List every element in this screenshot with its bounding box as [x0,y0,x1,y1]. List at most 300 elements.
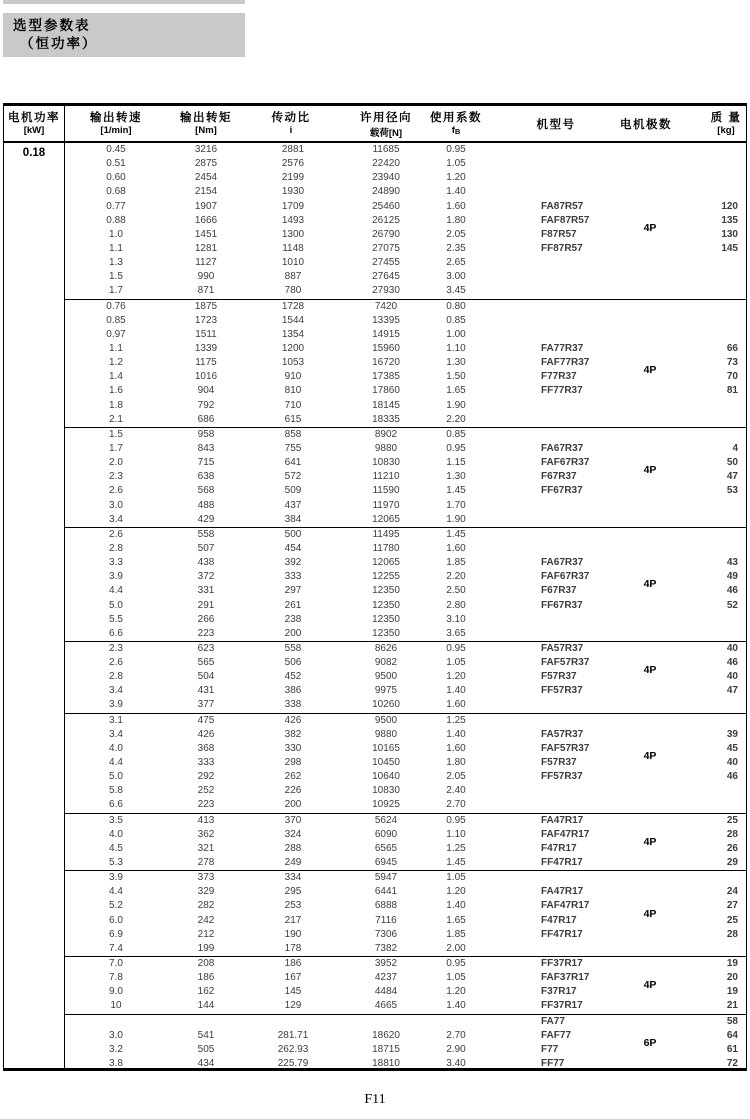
ratio-cell: 858 [284,428,302,440]
title-line2: （恒功率） [20,36,98,51]
model-cell: F57R37 [541,757,577,769]
weight-cell: 27 [726,900,738,912]
output-torque-cell: 541 [197,1029,215,1041]
output-speed-cell: 1.5 [109,428,123,440]
output-speed-cell: 6.6 [109,627,123,639]
table-row [65,185,746,199]
service-factor-cell: 2.05 [446,228,466,240]
service-factor-cell: 3.45 [446,285,466,297]
ratio-cell: 910 [284,371,302,383]
ratio-cell: 1930 [281,186,305,198]
model-cell: FF87R57 [541,242,583,254]
output-speed-cell: 2.6 [109,528,123,540]
output-torque-cell: 413 [197,814,215,826]
radial-load-cell: 3952 [374,958,398,970]
service-factor-cell: 2.50 [446,585,466,597]
ratio-cell: 509 [284,485,302,497]
output-torque-cell: 638 [197,471,215,483]
service-factor-cell: 2.80 [446,599,466,611]
motor-power-value: 0.18 [22,147,46,159]
model-cell: FAF67R37 [541,571,590,583]
weight-cell: 70 [726,371,738,383]
output-speed-cell: 3.3 [109,557,123,569]
output-speed-cell: 0.85 [106,314,126,326]
service-factor-cell: 1.90 [446,399,466,411]
weight-cell: 73 [726,357,738,369]
service-factor-cell: 1.20 [446,671,466,683]
output-torque-cell: 1451 [194,228,218,240]
service-factor-cell: 0.95 [446,958,466,970]
ratio-cell: 225.79 [277,1058,309,1069]
output-torque-cell: 871 [197,285,215,297]
output-speed-cell: 2.1 [109,413,123,425]
output-speed-cell: 0.60 [106,172,126,184]
model-cell: FA47R17 [541,886,584,898]
radial-load-cell: 10830 [372,457,400,469]
radial-load-cell: 12350 [372,599,400,611]
ratio-cell: 338 [284,699,302,711]
output-speed-cell: 2.6 [109,485,123,497]
output-speed-cell: 1.7 [109,285,123,297]
radial-load-cell: 10260 [372,699,400,711]
table-row [65,284,746,298]
ratio-cell: 295 [284,886,302,898]
table-row [65,528,746,542]
output-torque-cell: 792 [197,399,215,411]
output-speed-cell: 1.2 [109,357,123,369]
model-cell: F67R37 [541,585,577,597]
table-group-3 [65,427,746,527]
ratio-cell: 1053 [281,357,305,369]
service-factor-cell: 2.65 [446,257,466,269]
ratio-cell: 2199 [281,172,305,184]
motor-poles-value: 4P [643,664,657,677]
radial-load-cell: 7420 [374,300,398,312]
output-speed-cell: 2.3 [109,471,123,483]
output-torque-cell: 212 [197,928,215,940]
output-speed-cell: 1.8 [109,399,123,411]
radial-load-cell: 7382 [374,942,398,954]
table-row [65,328,746,342]
table-row [65,499,746,513]
service-factor-cell: 1.40 [446,728,466,740]
ratio-cell: 1709 [281,200,305,212]
output-torque-cell: 292 [197,771,215,783]
service-factor-cell: 0.95 [446,144,466,155]
output-torque-cell: 623 [197,642,215,654]
service-factor-cell: 1.10 [446,828,466,840]
weight-cell: 21 [726,1000,738,1012]
ratio-cell: 452 [284,671,302,683]
radial-load-cell: 7306 [374,928,398,940]
radial-load-cell: 7116 [375,914,397,926]
weight-cell: 66 [726,342,738,354]
service-factor-cell: 2.70 [446,799,466,811]
header-motor-poles: 电机极数 [620,119,672,131]
output-torque-cell: 373 [197,872,215,884]
radial-load-cell: 11210 [372,471,400,483]
output-torque-cell: 715 [197,457,215,469]
service-factor-cell: 1.25 [446,714,466,726]
weight-cell: 47 [726,471,738,483]
radial-load-cell: 18145 [372,399,400,411]
output-torque-cell: 199 [197,942,215,954]
radial-load-cell: 9500 [374,714,398,726]
output-torque-cell: 568 [197,485,215,497]
output-torque-cell: 1723 [194,314,218,326]
service-factor-cell: 1.60 [446,742,466,754]
weight-cell: 46 [726,771,738,783]
radial-load-cell: 9975 [374,685,398,697]
model-cell: FA57R37 [541,728,584,740]
output-torque-cell: 208 [197,958,215,970]
ratio-cell: 1148 [282,242,304,254]
title-box [3,13,245,57]
output-speed-cell: 3.4 [109,728,123,740]
output-torque-cell: 904 [197,385,215,397]
header-output-speed: 输出转速 [1/min] [90,112,142,136]
model-cell: FAF77R37 [541,357,590,369]
ratio-cell: 298 [284,757,302,769]
output-speed-cell: 0.51 [106,158,126,170]
weight-cell: 26 [726,842,738,854]
service-factor-cell: 1.05 [446,972,466,984]
weight-cell: 46 [726,585,738,597]
weight-cell: 39 [726,728,738,740]
output-torque-cell: 558 [197,528,215,540]
ratio-cell: 334 [284,872,302,884]
radial-load-cell: 12065 [372,557,400,569]
output-speed-cell: 1.6 [109,385,123,397]
ratio-cell: 426 [284,714,302,726]
model-cell: FAF37R17 [541,972,590,984]
model-cell: FAF77 [541,1029,572,1041]
output-speed-cell: 4.0 [109,742,123,754]
output-speed-cell: 7.8 [109,972,123,984]
model-cell: FF67R37 [541,485,583,497]
service-factor-cell: 1.05 [446,872,466,884]
service-factor-cell: 1.20 [446,172,466,184]
service-factor-cell: 1.90 [446,513,466,525]
ratio-cell: 261 [284,599,302,611]
service-factor-cell: 1.20 [446,986,466,998]
radial-load-cell: 11590 [372,485,400,497]
service-factor-cell: 1.30 [446,471,466,483]
service-factor-cell: 2.90 [446,1043,466,1055]
motor-poles-value: 4P [643,907,657,920]
ratio-cell: 1544 [281,314,305,326]
output-torque-cell: 278 [197,857,215,869]
ratio-cell: 392 [284,557,302,569]
output-speed-cell: 0.88 [106,214,126,226]
model-cell: FF77 [541,1058,565,1069]
motor-poles-value: 4P [643,979,657,992]
output-torque-cell: 321 [197,842,215,854]
output-torque-cell: 475 [197,714,215,726]
ratio-cell: 710 [284,399,302,411]
output-speed-cell: 2.6 [109,657,123,669]
service-factor-cell: 1.40 [446,186,466,198]
service-factor-cell: 3.40 [446,1058,466,1069]
radial-load-cell: 6888 [374,900,398,912]
output-speed-cell: 9.0 [109,986,123,998]
ratio-cell: 437 [284,499,302,511]
header-motor-power: 电机功率 [kW] [8,112,60,136]
header-radial-load: 许用径向 载荷[N] [360,112,412,139]
output-speed-cell: 5.5 [109,613,123,625]
output-torque-cell: 333 [197,757,215,769]
ratio-cell: 780 [284,285,302,297]
output-torque-cell: 488 [197,499,215,511]
service-factor-cell: 0.95 [446,442,466,454]
output-torque-cell: 329 [197,886,215,898]
model-cell: FAF47R17 [541,900,590,912]
ratio-cell: 190 [284,928,302,940]
service-factor-cell: 1.05 [446,657,466,669]
weight-cell: 145 [721,242,738,254]
radial-load-cell: 8902 [374,428,398,440]
output-speed-cell: 3.4 [109,513,123,525]
service-factor-cell: 1.10 [446,342,466,354]
radial-load-cell: 26790 [372,228,400,240]
ratio-cell: 384 [284,513,302,525]
output-torque-cell: 1907 [194,200,218,212]
selection-parameter-table [3,103,747,1071]
service-factor-cell: 1.80 [446,757,466,769]
weight-cell: 46 [726,657,738,669]
ratio-cell: 226 [284,785,302,797]
motor-poles-value: 4P [643,835,657,848]
service-factor-cell: 1.40 [446,685,466,697]
service-factor-cell: 2.40 [446,785,466,797]
ratio-cell: 281.71 [277,1029,309,1041]
radial-load-cell: 11685 [372,144,400,155]
ratio-cell: 755 [284,442,302,454]
output-torque-cell: 434 [197,1058,215,1069]
weight-cell: 135 [721,214,738,226]
output-torque-cell: 1175 [195,357,217,369]
ratio-cell: 200 [284,799,302,811]
radial-load-cell: 10925 [372,799,400,811]
column-divider [64,106,65,1068]
output-speed-cell: 1.5 [109,271,123,283]
weight-cell: 49 [726,571,738,583]
radial-load-cell: 9880 [374,728,398,740]
radial-load-cell: 16720 [372,357,400,369]
output-torque-cell: 223 [197,799,215,811]
table-group-7 [65,813,746,871]
ratio-cell: 249 [284,857,302,869]
radial-load-cell: 18620 [372,1029,400,1041]
output-torque-cell: 162 [197,986,215,998]
weight-cell: 28 [726,928,738,940]
model-cell: F77 [541,1043,559,1055]
radial-load-cell: 12065 [372,513,400,525]
motor-poles-value: 6P [643,1036,657,1049]
weight-cell: 25 [726,814,738,826]
output-speed-cell: 1.0 [109,228,123,240]
service-factor-cell: 1.70 [446,499,466,511]
output-speed-cell: 3.9 [109,872,123,884]
output-speed-cell: 3.4 [109,685,123,697]
radial-load-cell: 15960 [372,342,400,354]
model-cell: FF57R37 [541,771,583,783]
ratio-cell: 454 [284,542,302,554]
table-row [65,171,746,185]
service-factor-cell: 1.65 [446,914,466,926]
output-torque-cell: 3216 [194,144,218,155]
radial-load-cell: 27645 [372,271,400,283]
service-factor-cell: 1.85 [446,557,466,569]
output-speed-cell: 3.8 [109,1058,123,1069]
model-cell: FA67R37 [541,557,584,569]
output-speed-cell: 3.5 [109,814,123,826]
table-row [65,256,746,270]
weight-cell: 24 [726,886,738,898]
ratio-cell: 167 [284,972,302,984]
output-torque-cell: 843 [197,442,215,454]
ratio-cell: 186 [284,958,302,970]
service-factor-cell: 1.40 [446,1000,466,1012]
weight-cell: 64 [726,1029,738,1041]
model-cell: FF37R17 [541,1000,583,1012]
weight-cell: 81 [726,385,738,397]
model-cell: FF57R37 [541,685,583,697]
model-cell: FF37R17 [541,958,583,970]
model-cell: FAF57R37 [541,742,590,754]
radial-load-cell: 6441 [374,886,398,898]
service-factor-cell: 2.20 [446,571,466,583]
output-torque-cell: 372 [197,571,215,583]
ratio-cell: 810 [284,385,302,397]
service-factor-cell: 3.65 [446,627,466,639]
weight-cell: 52 [726,599,738,611]
weight-cell: 43 [726,557,738,569]
radial-load-cell: 9500 [374,671,398,683]
ratio-cell: 887 [284,271,302,283]
weight-cell: 53 [726,485,738,497]
output-torque-cell: 1016 [194,371,218,383]
model-cell: FF67R37 [541,599,583,611]
table-group-1 [65,143,746,299]
output-torque-cell: 958 [197,428,215,440]
output-speed-cell: 4.4 [109,585,123,597]
weight-cell: 4 [732,442,738,454]
output-speed-cell: 6.9 [109,928,123,940]
model-cell: FA77R37 [541,342,584,354]
output-torque-cell: 186 [197,972,215,984]
service-factor-cell: 0.80 [446,300,466,312]
table-row [65,428,746,442]
header-output-torque: 输出转矩 [Nm] [180,112,232,136]
radial-load-cell: 10640 [372,771,400,783]
output-torque-cell: 266 [197,613,215,625]
model-cell: FA47R17 [541,814,584,826]
radial-load-cell: 4484 [374,986,398,998]
ratio-cell: 2881 [281,144,305,155]
output-speed-cell: 0.77 [106,200,126,212]
model-cell: FAF47R17 [541,828,590,840]
motor-poles-value: 4P [643,364,657,377]
weight-cell: 40 [726,671,738,683]
output-torque-cell: 144 [197,1000,215,1012]
table-group-2 [65,299,746,427]
ratio-cell: 129 [284,1000,302,1012]
service-factor-cell: 2.70 [446,1029,466,1041]
service-factor-cell: 1.00 [446,328,466,340]
table-row [65,270,746,284]
service-factor-cell: 1.45 [446,528,466,540]
model-cell: FA67R37 [541,442,584,454]
service-factor-cell: 0.95 [446,642,466,654]
service-factor-cell: 1.80 [446,214,466,226]
model-cell: F67R37 [541,471,577,483]
table-row [65,942,746,956]
output-speed-cell: 0.45 [106,144,126,155]
radial-load-cell: 22420 [372,158,400,170]
output-speed-cell: 3.1 [109,714,123,726]
output-speed-cell: 2.3 [109,642,123,654]
radial-load-cell: 24890 [372,186,400,198]
output-torque-cell: 2154 [194,186,218,198]
ratio-cell: 297 [284,585,302,597]
output-speed-cell: 6.0 [109,914,123,926]
output-torque-cell: 2875 [194,158,218,170]
service-factor-cell: 1.60 [446,699,466,711]
weight-cell: 29 [726,857,738,869]
output-speed-cell: 1.3 [109,257,123,269]
ratio-cell: 558 [284,642,302,654]
radial-load-cell: 10830 [372,785,400,797]
table-body [4,143,746,1068]
output-torque-cell: 291 [197,599,215,611]
table-row [65,714,746,728]
table-row [65,157,746,171]
ratio-cell: 386 [284,685,302,697]
service-factor-cell: 0.85 [446,314,466,326]
output-torque-cell: 331 [197,585,215,597]
radial-load-cell: 11970 [372,499,400,511]
radial-load-cell: 10450 [372,757,400,769]
output-torque-cell: 505 [197,1043,215,1055]
ratio-cell: 1300 [281,228,305,240]
table-row [65,613,746,627]
service-factor-cell: 3.10 [446,613,466,625]
radial-load-cell: 4665 [374,1000,398,1012]
ratio-cell: 178 [284,942,302,954]
radial-load-cell: 27455 [372,257,400,269]
service-factor-cell: 2.20 [446,413,466,425]
header-weight: 质 量 [kg] [710,112,742,136]
output-speed-cell: 4.0 [109,828,123,840]
table-row [65,314,746,328]
radial-load-cell: 27075 [372,242,400,254]
ratio-cell: 641 [284,457,302,469]
service-factor-cell: 2.35 [446,242,466,254]
radial-load-cell: 6565 [374,842,398,854]
service-factor-cell: 1.45 [446,857,466,869]
weight-cell: 58 [726,1015,738,1027]
output-speed-cell: 3.0 [109,1029,123,1041]
page-number: F11 [364,1092,386,1107]
service-factor-cell: 1.05 [446,158,466,170]
output-torque-cell: 1875 [194,300,218,312]
output-speed-cell: 0.76 [106,300,126,312]
output-speed-cell: 3.9 [109,571,123,583]
output-torque-cell: 990 [197,271,215,283]
radial-load-cell: 12350 [372,613,400,625]
radial-load-cell: 11780 [372,542,400,554]
